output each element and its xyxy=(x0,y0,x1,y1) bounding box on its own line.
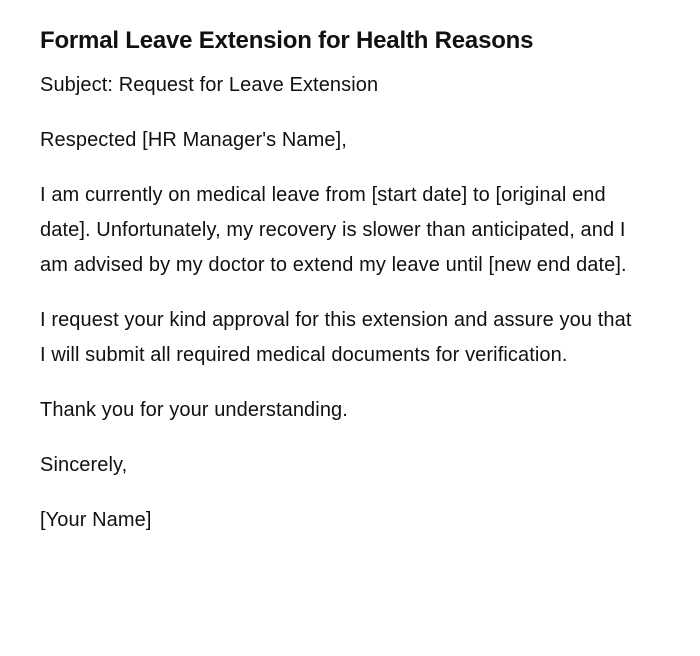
thanks-line: Thank you for your understanding. xyxy=(40,399,348,421)
document-title: Formal Leave Extension for Health Reasons xyxy=(40,27,534,54)
letter-document xyxy=(40,24,640,558)
salutation: Respected [HR Manager's Name], xyxy=(40,129,347,151)
body-paragraph-2: I request your kind approval for this extension and assure you that I will submit all required medical documents for verification. xyxy=(40,309,632,366)
body-paragraph-1: I am currently on medical leave from [start date] to [original end date]. Unfortunately, my recovery is slower than anticipated, and I am advised by my doctor to extend my leave until [new end date]. xyxy=(40,184,627,276)
subject-line: Subject: Request for Leave Extension xyxy=(40,74,379,96)
signature-placeholder: [Your Name] xyxy=(40,509,152,531)
closing-line: Sincerely, xyxy=(40,454,128,476)
